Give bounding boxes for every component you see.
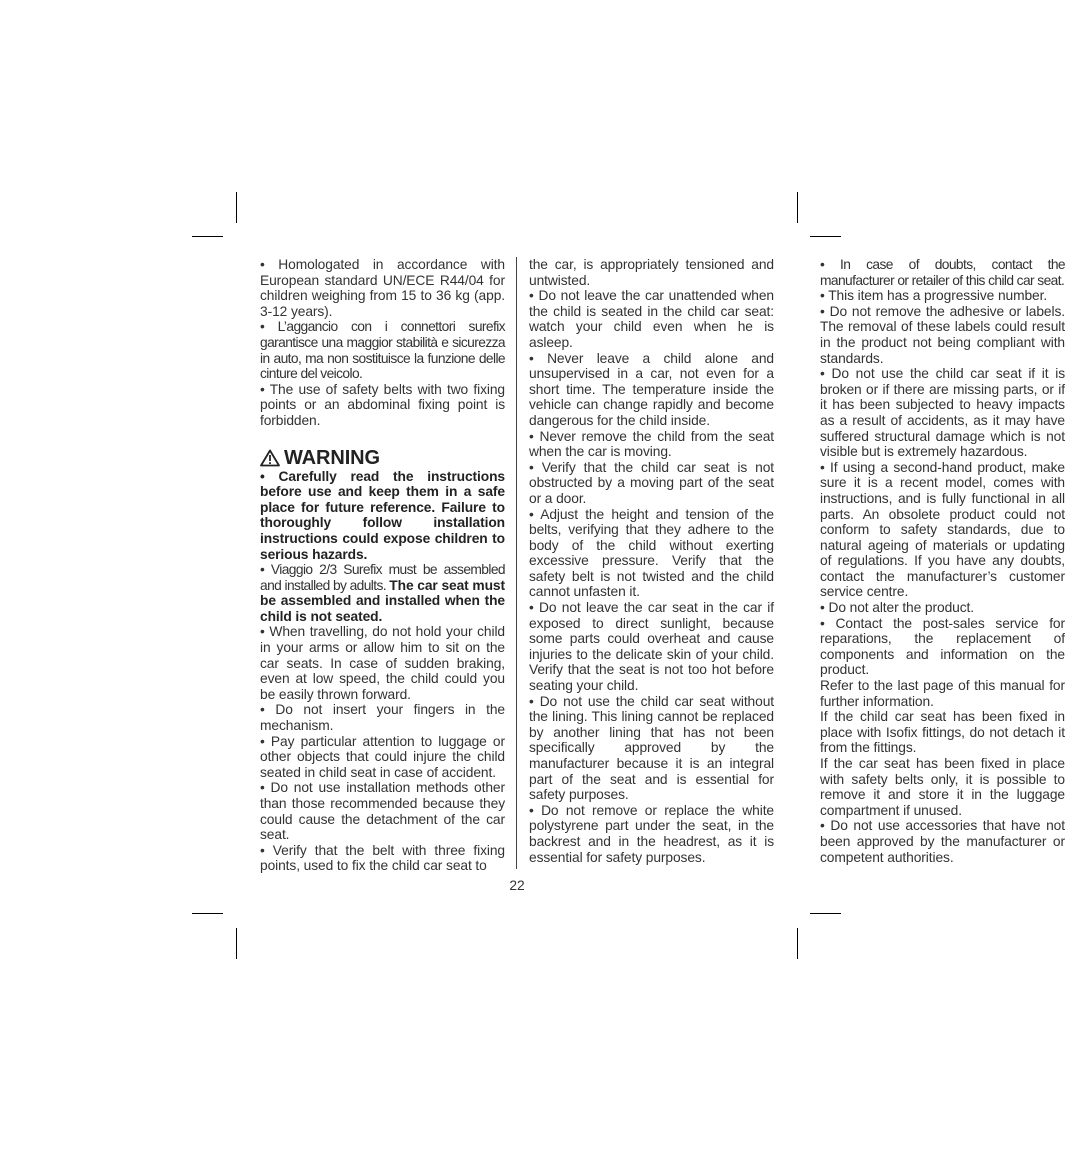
text-column-right bbox=[820, 257, 1065, 865]
crop-mark bbox=[810, 913, 841, 914]
paragraph: • Do not insert your fingers in the mechanism. bbox=[260, 702, 505, 734]
paragraph bbox=[260, 562, 505, 624]
column-divider bbox=[516, 257, 517, 869]
text-column-left bbox=[260, 257, 505, 874]
paragraph: • Never remove the child from the seat when the car is moving. bbox=[529, 428, 774, 460]
crop-mark bbox=[797, 928, 798, 959]
paragraph: • L’aggancio con i connettori surefix garantisce una maggior stabilità e sicurezza in auto, ma non sostituisce la funzione delle cinture del veicolo. bbox=[260, 319, 505, 382]
paragraph: • Do not alter the product. bbox=[820, 600, 974, 616]
paragraph-bold-text: The car seat must be assembled and installed when the child is not seated. bbox=[260, 577, 505, 624]
crop-mark bbox=[192, 236, 223, 237]
paragraph: • Do not remove the adhesive or labels. The removal of these labels could result in the product not being compliant with standards. bbox=[820, 303, 1065, 366]
crop-mark bbox=[192, 913, 223, 914]
paragraph: • Never leave a child alone and unsupervised in a car, not even for a short time. The temperature inside the vehicle can change rapidly and become dangerous for the child inside. bbox=[529, 350, 774, 428]
paragraph: • Do not use accessories that have not been approved by the manufacturer or competent authorities. bbox=[820, 818, 1065, 865]
paragraph: Refer to the last page of this manual for further information. bbox=[820, 678, 1065, 709]
warning-title: WARNING bbox=[284, 446, 380, 469]
paragraph: • Do not use the child car seat if it is broken or if there are missing parts, or if it has been subjected to heavy impacts as a result of accidents, as it may have suffered structural damage which is not visible but is extremely hazardous. bbox=[820, 366, 1065, 460]
crop-mark bbox=[236, 928, 237, 959]
paragraph: • If using a second-hand product, make sure it is a recent model, comes with instructions, and is fully functional in all parts. An obsolete product could not conform to safety standards, due to natural ageing of materials or updating of regulations. If you have any doubts, contact the manufacturer’s customer service centre. bbox=[820, 459, 1065, 600]
paragraph: • Do not use installation methods other than those recommended because they could cause the detachment of the car seat. bbox=[260, 780, 505, 843]
page-number: 22 bbox=[509, 878, 525, 893]
paragraph: • Homologated in accordance with European standard UN/ECE R44/04 for children weighing from 15 to 36 kg (app. 3-12 years). bbox=[260, 257, 505, 319]
paragraph: • Adjust the height and tension of the belts, verifying that they adhere to the body of the child without exerting excessive pressure. Verify that the safety belt is not twisted and the child cannot unfasten it. bbox=[529, 506, 774, 600]
warning-triangle-icon bbox=[260, 449, 280, 467]
paragraph: • The use of safety belts with two fixing points or an abdominal fixing point is forbidden. bbox=[260, 381, 505, 428]
paragraph: • In case of doubts, contact the manufacturer or retailer of this child car seat. bbox=[820, 257, 1065, 288]
paragraph: • Do not leave the car unattended when the child is seated in the child car seat: watch your child even when he is asleep. bbox=[529, 288, 774, 350]
paragraph: • When travelling, do not hold your child in your arms or allow him to sit on the car seats. In case of sudden braking, even at low speed, the child could you be easily thrown forward. bbox=[260, 624, 505, 702]
paragraph: • Do not leave the car seat in the car if exposed to direct sunlight, because some parts could overheat and cause injuries to the delicate skin of your child. Verify that the seat is not too hot before seating your child. bbox=[529, 600, 774, 694]
crop-mark bbox=[236, 192, 237, 223]
paragraph: If the child car seat has been fixed in place with Isofix fittings, do not detach it from the fittings. bbox=[820, 709, 1065, 756]
paragraph: • Verify that the child car seat is not obstructed by a moving part of the seat or a door. bbox=[529, 459, 774, 506]
text-column-middle bbox=[529, 257, 774, 865]
crop-mark bbox=[797, 192, 798, 223]
paragraph: • This item has a progressive number. bbox=[820, 288, 1048, 304]
warning-heading bbox=[260, 447, 505, 469]
crop-mark bbox=[810, 236, 841, 237]
warning-paragraph: • Carefully read the instructions before use and keep them in a safe place for future reference. Failure to thoroughly follow installation instructions could expose children to serious hazards. bbox=[260, 468, 505, 562]
paragraph: • Pay particular attention to luggage or other objects that could injure the child seated in child seat in case of accident. bbox=[260, 733, 505, 780]
paragraph: • Do not remove or replace the white polystyrene part under the seat, in the backrest and in the headrest, as it is essential for safety purposes. bbox=[529, 802, 774, 865]
paragraph: • Do not use the child car seat without the lining. This lining cannot be replaced by another lining that has not been specifically approved by the manufacturer because it is an integral part of the seat and is essential for safety purposes. bbox=[529, 693, 774, 803]
paragraph: If the car seat has been fixed in place with safety belts only, it is possible to remove it and store it in the luggage compartment if unused. bbox=[820, 756, 1065, 818]
paragraph: • Verify that the belt with three fixing points, used to fix the child car seat to bbox=[260, 842, 505, 874]
paragraph: the car, is appropriately tensioned and untwisted. bbox=[529, 257, 774, 288]
paragraph: • Contact the post-sales service for reparations, the replacement of components and information on the product. bbox=[820, 615, 1065, 678]
paragraph-plain-text: • Viaggio 2/3 Surefix must be assembled and installed by adults. bbox=[260, 562, 505, 593]
